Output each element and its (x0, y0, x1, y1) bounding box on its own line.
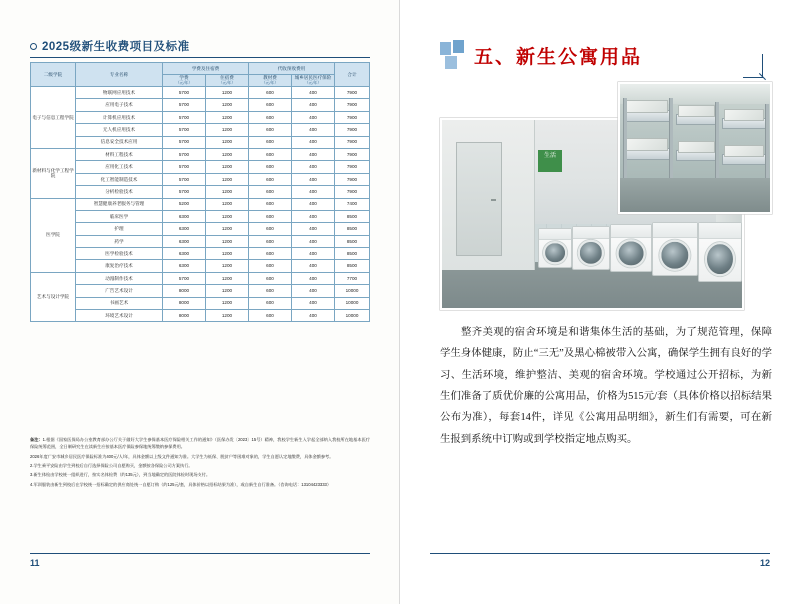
table-cell-book: 600 (249, 223, 292, 235)
table-cell-dorm: 1200 (206, 223, 249, 235)
decorative-squares-icon (440, 40, 466, 70)
left-page-number: 11 (30, 558, 40, 568)
table-cell-book: 600 (249, 136, 292, 148)
corner-arrow-icon (738, 54, 766, 80)
table-cell-book: 600 (249, 210, 292, 222)
table-cell-tuition: 5200 (163, 198, 206, 210)
table-cell-insurance: 400 (292, 297, 335, 309)
table-cell-insurance: 400 (292, 198, 335, 210)
table-cell-dorm: 1200 (206, 297, 249, 309)
note-line: 3.新生体检由学校统一组织进行，按实名体检费（约135元），到当地确定的医院体检时现场支付。 (30, 472, 211, 478)
table-cell-book: 600 (249, 186, 292, 198)
table-cell-book: 600 (249, 111, 292, 123)
table-cell-insurance: 400 (292, 173, 335, 185)
table-cell-dorm: 1200 (206, 87, 249, 99)
table-row (31, 161, 370, 173)
table-cell-tuition: 6300 (163, 248, 206, 260)
table-cell-tuition: 5700 (163, 272, 206, 284)
section-body-text: 整齐美观的宿舍环境是和谐集体生活的基础，为了规范管理，保障学生身体健康，防止“三无”及黑心棉被带入公寓，确保学生拥有良好的学习、生活环境，维护整洁、美观的宿舍环境。学校通过公开招标，为新生们准备了质优价廉的公寓用品，价格为515元/套（具体价格以招标结果公布为准），每套14件，详见《公寓用品明细》，新生们有需要，可在新生报到系统中订购或到学校指定地点购买。 (440, 327, 772, 445)
table-cell-dorm: 1200 (206, 99, 249, 111)
table-cell-book: 600 (249, 124, 292, 136)
fee-table-header-cell: 代收预收费用 (249, 63, 335, 75)
table-cell-department: 新材料与化学工程学院 (31, 148, 76, 198)
table-cell-total: 10000 (335, 285, 370, 297)
note-line: 4.军训服装由新生到校后在学校统一招标确定的供应商处统一自愿订购（约125元/套，具体价格以招标结果为准），或自新生自行准备。（咨询电话：13104423333） (30, 481, 332, 487)
page-title: 2025级新生收费项目及标准 (42, 41, 190, 53)
table-cell-book: 600 (249, 161, 292, 173)
table-cell-major: 护理 (76, 223, 163, 235)
table-cell-total: 7900 (335, 136, 370, 148)
table-cell-insurance: 400 (292, 272, 335, 284)
table-cell-book: 600 (249, 297, 292, 309)
fee-table (30, 62, 370, 322)
table-cell-major: 广告艺术设计 (76, 285, 163, 297)
table-cell-major: 材料工程技术 (76, 148, 163, 160)
table-cell-major: 环境艺术设计 (76, 310, 163, 322)
table-cell-total: 10000 (335, 297, 370, 309)
table-cell-dorm: 1200 (206, 161, 249, 173)
table-cell-insurance: 400 (292, 111, 335, 123)
fee-table-header-row-1 (31, 63, 370, 75)
table-row (31, 297, 370, 309)
table-cell-book: 600 (249, 235, 292, 247)
table-row (31, 310, 370, 322)
table-cell-total: 7900 (335, 173, 370, 185)
table-cell-department: 医学院 (31, 198, 76, 272)
table-cell-book: 600 (249, 148, 292, 160)
table-cell-insurance: 400 (292, 161, 335, 173)
table-cell-total: 8500 (335, 210, 370, 222)
table-cell-total: 8500 (335, 223, 370, 235)
table-cell-dorm: 1200 (206, 111, 249, 123)
table-cell-total: 7900 (335, 124, 370, 136)
table-cell-major: 临床医学 (76, 210, 163, 222)
table-cell-tuition: 6300 (163, 223, 206, 235)
table-cell-department: 艺术与设计学院 (31, 272, 76, 322)
table-cell-major: 药学 (76, 235, 163, 247)
fee-table-header-cell: 学费及住宿费 (163, 63, 249, 75)
table-cell-tuition: 6300 (163, 210, 206, 222)
table-cell-tuition: 6300 (163, 235, 206, 247)
table-row (31, 186, 370, 198)
table-row (31, 272, 370, 284)
table-cell-dorm: 1200 (206, 310, 249, 322)
table-cell-tuition: 5700 (163, 161, 206, 173)
table-row (31, 124, 370, 136)
table-row (31, 87, 370, 99)
table-cell-total: 7700 (335, 272, 370, 284)
table-cell-insurance: 400 (292, 223, 335, 235)
table-cell-insurance: 400 (292, 310, 335, 322)
table-cell-major: 无人机应用技术 (76, 124, 163, 136)
bullet-ring-icon (30, 43, 37, 50)
table-cell-insurance: 400 (292, 248, 335, 260)
table-cell-tuition: 5700 (163, 186, 206, 198)
fee-table-header-cell: 专业名称 (76, 63, 163, 87)
table-cell-total: 7900 (335, 161, 370, 173)
table-cell-total: 7900 (335, 87, 370, 99)
right-page-number: 12 (759, 558, 770, 568)
table-row (31, 99, 370, 111)
table-cell-book: 600 (249, 173, 292, 185)
table-cell-dorm: 1200 (206, 124, 249, 136)
laundry-sign-label: 生活 (538, 150, 562, 172)
table-cell-dorm: 1200 (206, 148, 249, 160)
table-cell-dorm: 1200 (206, 235, 249, 247)
table-cell-book: 600 (249, 310, 292, 322)
left-page-header (30, 38, 370, 58)
table-cell-insurance: 400 (292, 210, 335, 222)
table-cell-major: 动漫制作技术 (76, 272, 163, 284)
note-line: 备注：1.根据《国家医保局办公室教育部办公厅关于做好大学生参保基本医疗保险相关工作的通知》（医保办发〔2023〕15号）精神，我校学生新生入学起全部纳入我校所在地基本医疗保险统筹范围，全日制研究生在读新生应按基本医疗保险参保地统筹缴纳参保费用。 (30, 437, 370, 450)
table-cell-tuition: 8000 (163, 297, 206, 309)
table-cell-major: 计算机应用技术 (76, 111, 163, 123)
photo-collage (440, 82, 772, 308)
note-line: 2026年度广安市城乡居民医疗保险标准为400元/人/年，具体金额以上级文件通知为准。大学生为低保、脱贫户等困难对象的，学生自愿认定地缴费，具体金额参考。 (30, 453, 334, 459)
fee-table-body (31, 87, 370, 322)
table-cell-major: 应用化工技术 (76, 161, 163, 173)
table-cell-book: 600 (249, 272, 292, 284)
table-row (31, 260, 370, 272)
table-cell-total: 7900 (335, 186, 370, 198)
note-line: 2.学生乘平安险由学生到校后自行选择保险公司自愿购买，金额按各保险公司方案执行。 (30, 463, 193, 469)
table-cell-tuition: 5700 (163, 87, 206, 99)
table-cell-tuition: 8000 (163, 310, 206, 322)
table-cell-insurance: 400 (292, 186, 335, 198)
table-cell-tuition: 5700 (163, 124, 206, 136)
table-row (31, 148, 370, 160)
table-cell-insurance: 400 (292, 285, 335, 297)
table-cell-major: 化工智能制造技术 (76, 173, 163, 185)
table-cell-tuition: 5700 (163, 99, 206, 111)
table-cell-total: 7900 (335, 148, 370, 160)
dorm-room-photo (618, 82, 772, 214)
table-cell-major: 康复治疗技术 (76, 260, 163, 272)
table-cell-dorm: 1200 (206, 285, 249, 297)
table-cell-tuition: 5700 (163, 173, 206, 185)
table-cell-major: 医学检验技术 (76, 248, 163, 260)
table-cell-tuition: 8000 (163, 285, 206, 297)
table-cell-total: 7900 (335, 111, 370, 123)
table-cell-major: 物联网应用技术 (76, 87, 163, 99)
right-page (400, 0, 800, 604)
table-cell-tuition: 5700 (163, 111, 206, 123)
table-row (31, 198, 370, 210)
table-cell-major: 应用电子技术 (76, 99, 163, 111)
fee-table-head (31, 63, 370, 87)
table-cell-major: 信息安全技术应用 (76, 136, 163, 148)
fee-table-header-cell: 住宿费 （元/年） (206, 75, 249, 87)
table-cell-major: 智慧健康养老服务与管理 (76, 198, 163, 210)
table-cell-total: 10000 (335, 310, 370, 322)
table-cell-dorm: 1200 (206, 186, 249, 198)
table-notes (30, 436, 370, 490)
header-divider (30, 57, 370, 58)
table-cell-dorm: 1200 (206, 198, 249, 210)
fee-table-header-cell: 教材费 （元/年） (249, 75, 292, 87)
table-cell-major: 分析检验技术 (76, 186, 163, 198)
table-row (31, 136, 370, 148)
table-cell-dorm: 1200 (206, 248, 249, 260)
fee-table-header-cell: 城乡居民医疗保险 （元/年） (292, 75, 335, 87)
table-row (31, 173, 370, 185)
table-cell-total: 7400 (335, 198, 370, 210)
table-cell-dorm: 1200 (206, 210, 249, 222)
table-row (31, 210, 370, 222)
table-row (31, 248, 370, 260)
table-cell-book: 600 (249, 285, 292, 297)
fee-table-header-cell: 二级学院 (31, 63, 76, 87)
table-cell-tuition: 5700 (163, 136, 206, 148)
table-cell-major: 书画艺术 (76, 297, 163, 309)
table-cell-total: 7900 (335, 99, 370, 111)
table-row (31, 285, 370, 297)
table-cell-insurance: 400 (292, 99, 335, 111)
table-cell-insurance: 400 (292, 124, 335, 136)
table-cell-total: 8500 (335, 260, 370, 272)
table-cell-insurance: 400 (292, 260, 335, 272)
table-row (31, 111, 370, 123)
table-cell-book: 600 (249, 260, 292, 272)
left-footer-rule (30, 553, 370, 554)
table-cell-dorm: 1200 (206, 136, 249, 148)
right-footer-rule (430, 553, 770, 554)
section-heading (440, 40, 642, 70)
table-cell-department: 电子与信息工程学院 (31, 87, 76, 149)
table-cell-tuition: 5700 (163, 148, 206, 160)
table-cell-total: 8500 (335, 248, 370, 260)
table-cell-dorm: 1200 (206, 173, 249, 185)
fee-table-header-cell: 合计 (335, 63, 370, 87)
table-cell-book: 600 (249, 198, 292, 210)
table-cell-tuition: 6300 (163, 260, 206, 272)
table-cell-dorm: 1200 (206, 272, 249, 284)
table-cell-insurance: 400 (292, 148, 335, 160)
notes-label: 备注： (30, 437, 43, 442)
section-title: 五、新生公寓用品 (474, 46, 643, 68)
table-cell-book: 600 (249, 99, 292, 111)
table-cell-dorm: 1200 (206, 260, 249, 272)
table-cell-insurance: 400 (292, 136, 335, 148)
table-cell-book: 600 (249, 248, 292, 260)
table-row (31, 235, 370, 247)
fee-table-header-cell: 学费 （元/年） (163, 75, 206, 87)
table-cell-insurance: 400 (292, 235, 335, 247)
table-cell-book: 600 (249, 87, 292, 99)
table-row (31, 223, 370, 235)
table-cell-insurance: 400 (292, 87, 335, 99)
table-cell-total: 8500 (335, 235, 370, 247)
